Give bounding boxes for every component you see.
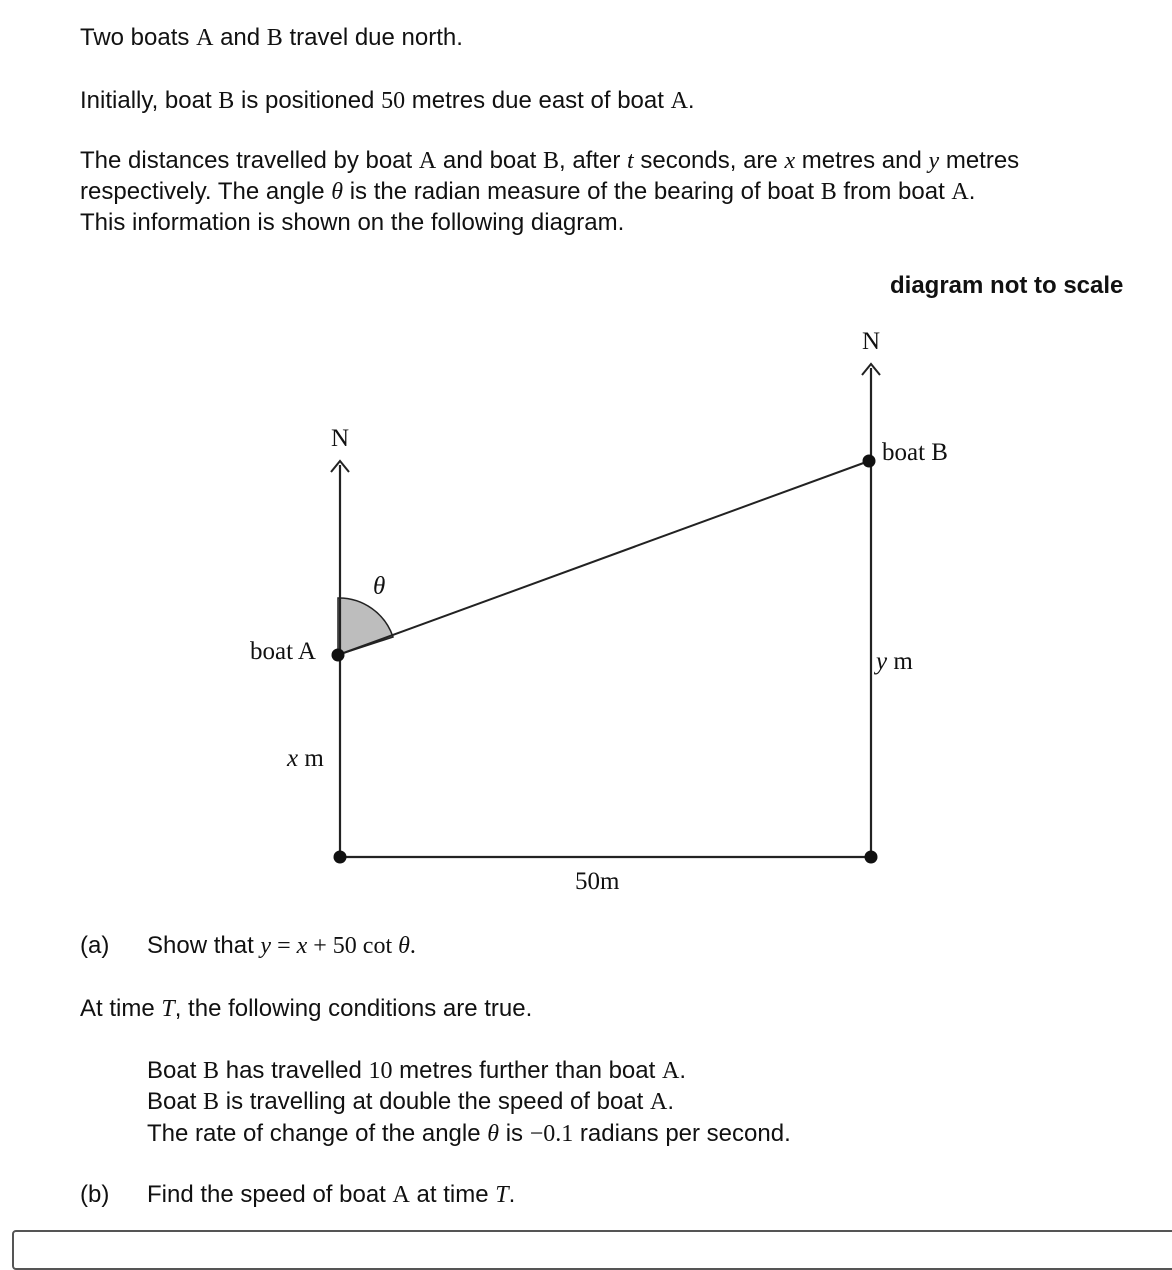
part-b-text: Find the speed of boat A at time T. (147, 1181, 516, 1208)
start-b-point (865, 851, 878, 864)
answer-box[interactable] (12, 1230, 1172, 1270)
intro-line-3: The distances travelled by boat A and boat B, after t seconds, are x metres and y metres (80, 147, 1020, 174)
start-a-point (334, 851, 347, 864)
x-distance-label: x m (287, 745, 324, 772)
a-to-b-line (338, 461, 869, 655)
theta-sector (338, 598, 393, 655)
condition-2: Boat B is travelling at double the speed of boat A. (147, 1088, 675, 1115)
boat-a-point (332, 649, 345, 662)
intro-line-2: Initially, boat B is positioned 50 metres due east of boat A. (80, 87, 695, 114)
y-distance-label: y m (876, 648, 913, 675)
boat-b-label: boat B (882, 439, 948, 466)
theta-label: θ (373, 573, 386, 600)
intro-line-5: This information is shown on the following diagram. (80, 209, 625, 236)
part-b-label: (b) (80, 1181, 110, 1208)
part-a-text: Show that y = x + 50 cot θ. (147, 932, 416, 959)
intro-line-4: respectively. The angle θ is the radian measure of the bearing of boat B from boat A. (80, 178, 976, 205)
north-label-a: N (331, 425, 350, 452)
condition-1: Boat B has travelled 10 metres further than boat A. (147, 1057, 686, 1084)
scale-note: diagram not to scale (890, 272, 1124, 299)
conditions-intro: At time T, the following conditions are true. (80, 995, 533, 1022)
part-a-label: (a) (80, 932, 110, 959)
intro-line-1: Two boats A and B travel due north. (80, 24, 463, 51)
boat-b-point (863, 455, 876, 468)
condition-3: The rate of change of the angle θ is −0.1 radians per second. (147, 1120, 791, 1147)
north-label-b: N (862, 328, 881, 355)
boat-a-label: boat A (250, 638, 316, 665)
base-distance-label: 50m (575, 868, 620, 895)
